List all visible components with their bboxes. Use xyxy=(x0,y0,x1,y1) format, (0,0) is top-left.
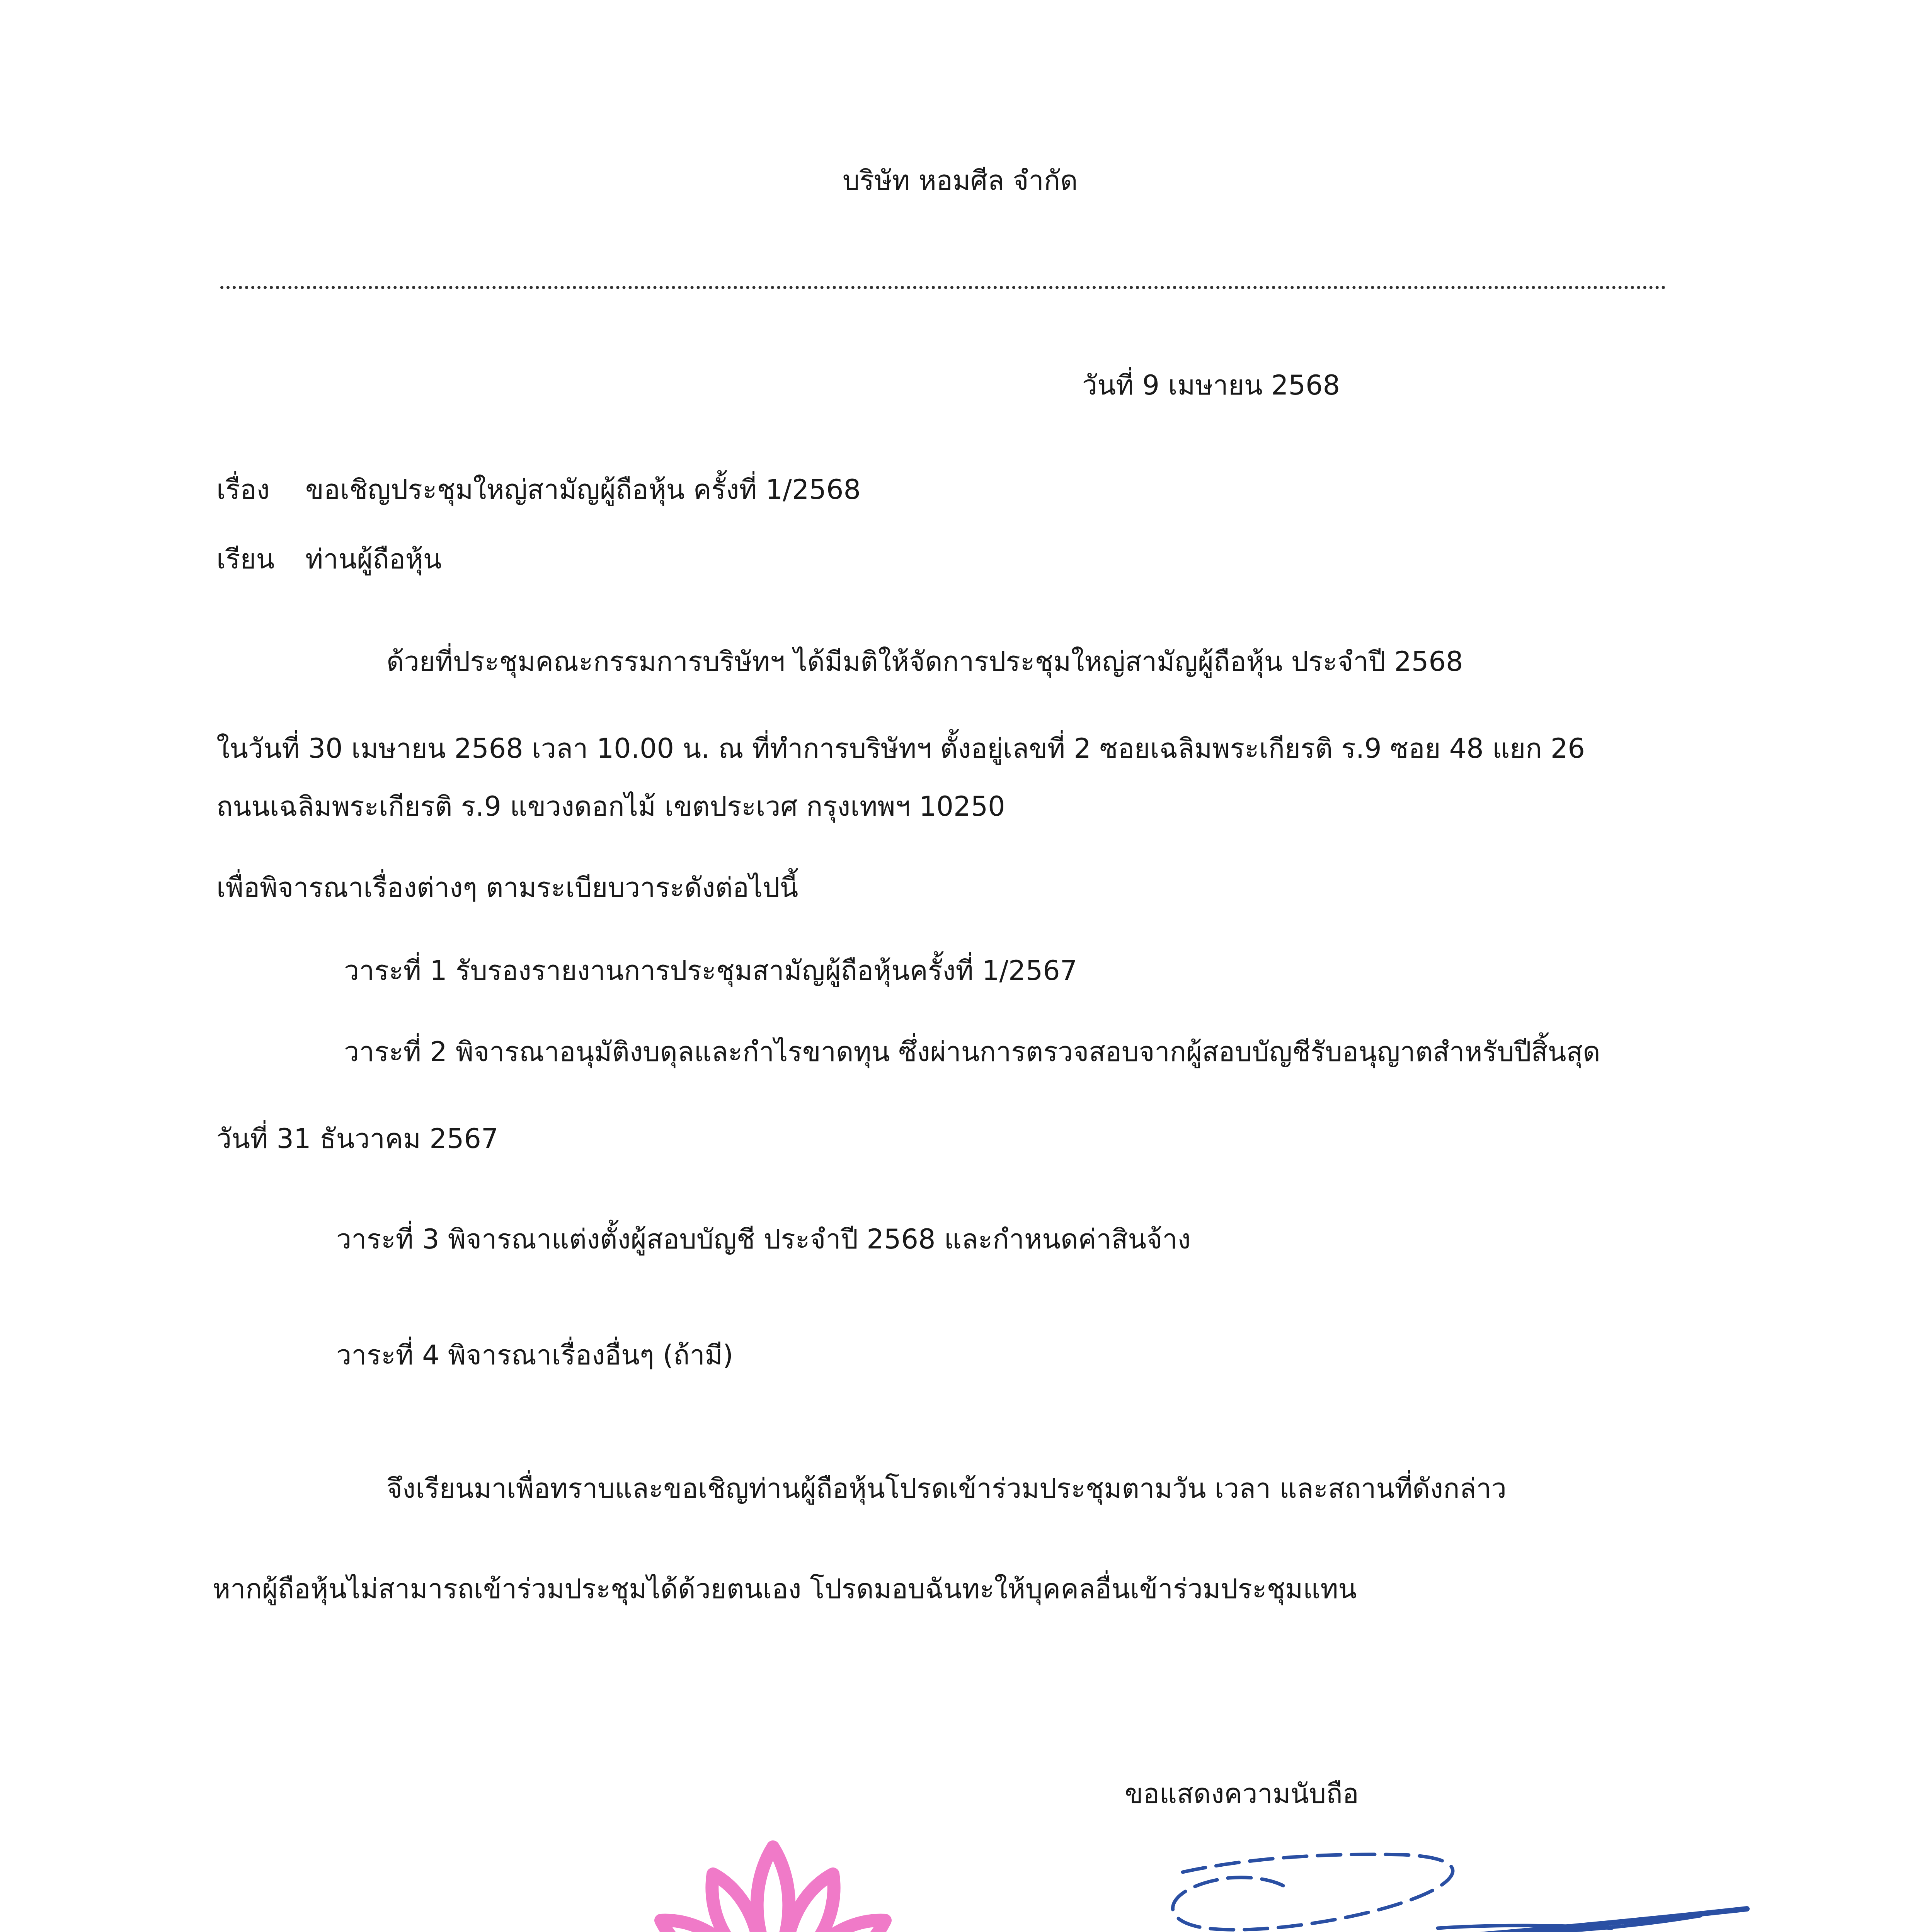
subject-text: ขอเชิญประชุมใหญ่สามัญผู้ถือหุ้น ครั้งที่ 1/2568 xyxy=(305,474,861,505)
agenda-intro: เพื่อพิจารณาเรื่องต่างๆ ตามระเบียบวาระดังต่อไปนี้ xyxy=(216,872,798,903)
recipient-label: เรียน xyxy=(216,543,275,575)
closing-line1: จึงเรียนมาเพื่อทราบและขอเชิญท่านผู้ถือหุ้นโปรดเข้าร่วมประชุมตามวัน เวลา และสถานที่ดังกล่าว xyxy=(386,1473,1507,1504)
regards-text: ขอแสดงความนับถือ xyxy=(1125,1778,1359,1810)
letter-date: วันที่ 9 เมษายน 2568 xyxy=(1082,369,1340,401)
signature xyxy=(935,1812,1751,1932)
agenda-item-1: วาระที่ 1 รับรองรายงานการประชุมสามัญผู้ถือหุ้นครั้งที่ 1/2567 xyxy=(344,955,1078,986)
agenda-item-2-line2: วันที่ 31 ธันวาคม 2567 xyxy=(216,1123,499,1155)
body-para1-line3: ถนนเฉลิมพระเกียรติ ร.9 แขวงดอกไม้ เขตประเวศ กรุงเทพฯ 10250 xyxy=(216,791,1005,822)
recipient-text: ท่านผู้ถือหุ้น xyxy=(305,543,442,575)
company-seal xyxy=(580,1824,974,1932)
body-para1-line2: ในวันที่ 30 เมษายน 2568 เวลา 10.00 น. ณ ที่ทำการบริษัทฯ ตั้งอยู่เลขที่ 2 ซอยเฉลิมพระเกียรติ ร.9 ซอย 48 แยก 26 xyxy=(216,733,1585,764)
subject-label: เรื่อง xyxy=(216,474,270,505)
agenda-item-3: วาระที่ 3 พิจารณาแต่งตั้งผู้สอบบัญชี ประจำปี 2568 และกำหนดค่าสินจ้าง xyxy=(336,1223,1191,1255)
closing-line2: หากผู้ถือหุ้นไม่สามารถเข้าร่วมประชุมได้ด้วยตนเอง โปรดมอบฉันทะให้บุคคลอื่นเข้าร่วมประชุมแทน xyxy=(213,1573,1357,1605)
lotus-icon xyxy=(661,1847,885,1932)
header-divider xyxy=(220,286,1666,289)
body-para1-line1: ด้วยที่ประชุมคณะกรรมการบริษัทฯ ได้มีมติให้จัดการประชุมใหญ่สามัญผู้ถือหุ้น ประจำปี 2568 xyxy=(386,646,1463,677)
agenda-item-2-line1: วาระที่ 2 พิจารณาอนุมัติงบดุลและกำไรขาดทุน ซึ่งผ่านการตรวจสอบจากผู้สอบบัญชีรับอนุญาตสำหรับปีสิ้นสุด xyxy=(344,1036,1600,1068)
company-name-header: บริษัท หอมศีล จำกัด xyxy=(843,165,1078,196)
agenda-item-4: วาระที่ 4 พิจารณาเรื่องอื่นๆ (ถ้ามี) xyxy=(336,1339,734,1371)
